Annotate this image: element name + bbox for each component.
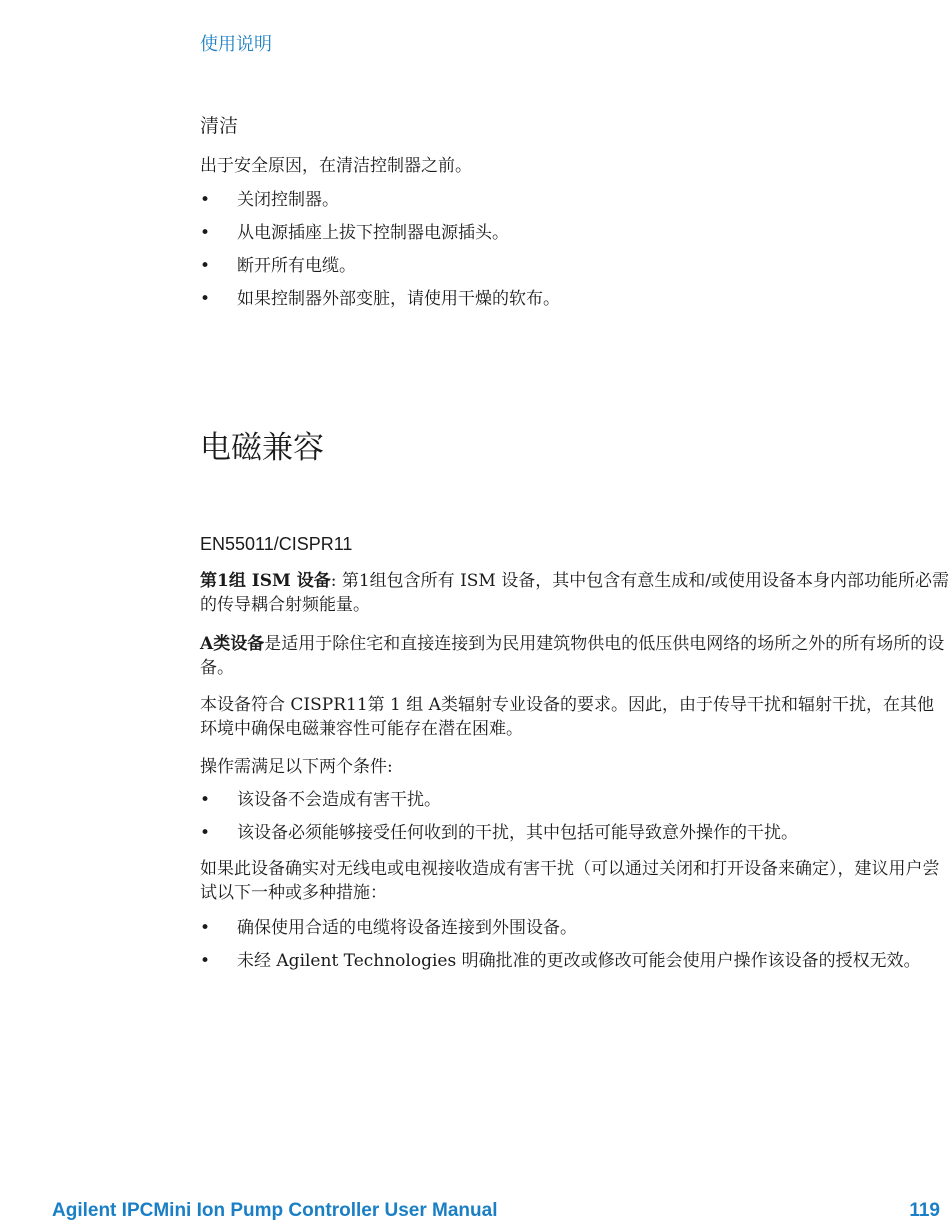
class-a-label: A类设备 bbox=[200, 634, 265, 654]
bullet-icon: • bbox=[200, 823, 211, 843]
emc-heading: 电磁兼容 bbox=[200, 430, 324, 466]
bullet-icon: • bbox=[200, 289, 211, 309]
group1-label: 第1组 ISM 设备 bbox=[200, 571, 331, 591]
compliance-paragraph: 本设备符合 CISPR11第 1 组 A类辐射专业设备的要求。因此，由于传导干扰和辐射干扰，在其他环境中确保电磁兼容性可能存在潜在困难。 bbox=[200, 695, 934, 739]
group1-text: : 第1组包含所有 ISM 设备，其中包含有意生成和/或使用设备本身内部功能所必需的传导耦合射频能量。 bbox=[200, 571, 949, 615]
page-number: 119 bbox=[909, 1200, 940, 1221]
footer-manual-title: Agilent IPCMini Ion Pump Controller User Manual bbox=[52, 1200, 498, 1221]
cleaning-intro: 出于安全原因，在清洁控制器之前。 bbox=[200, 156, 472, 176]
running-header: 使用说明 bbox=[200, 34, 272, 55]
bullet-icon: • bbox=[200, 918, 211, 938]
list-item-text: 从电源插座上拔下控制器电源插头。 bbox=[237, 223, 509, 243]
list-item-text: 如果控制器外部变脏，请使用干燥的软布。 bbox=[237, 289, 560, 309]
bullet-icon: • bbox=[200, 951, 211, 971]
class-a-paragraph bbox=[200, 632, 950, 680]
bullet-icon: • bbox=[200, 190, 211, 210]
list-item-text: 确保使用合适的电缆将设备连接到外围设备。 bbox=[237, 918, 577, 938]
bullet-icon: • bbox=[200, 223, 211, 243]
list-item-text: 该设备不会造成有害干扰。 bbox=[237, 790, 441, 810]
cleaning-heading: 清洁 bbox=[200, 115, 239, 137]
class-a-text: 是适用于除住宅和直接连接到为民用建筑物供电的低压供电网络的场所之外的所有场所的设备。 bbox=[200, 634, 945, 678]
list-item-text: 该设备必须能够接受任何收到的干扰，其中包括可能导致意外操作的干扰。 bbox=[237, 823, 798, 843]
bullet-icon: • bbox=[200, 256, 211, 276]
list-item-text: 关闭控制器。 bbox=[237, 190, 339, 210]
interference-paragraph: 如果此设备确实对无线电或电视接收造成有害干扰（可以通过关闭和打开设备来确定），建议用户尝试以下一种或多种措施： bbox=[200, 859, 940, 903]
bullet-icon: • bbox=[200, 790, 211, 810]
group1-paragraph bbox=[200, 569, 950, 617]
list-item-text: 断开所有电缆。 bbox=[237, 256, 356, 276]
emc-standard-heading: EN55011/CISPR11 bbox=[200, 534, 353, 554]
list-item-text: 未经 Agilent Technologies 明确批准的更改或修改可能会使用户操作该设备的授权无效。 bbox=[237, 951, 921, 971]
conditions-intro: 操作需满足以下两个条件: bbox=[200, 757, 393, 777]
